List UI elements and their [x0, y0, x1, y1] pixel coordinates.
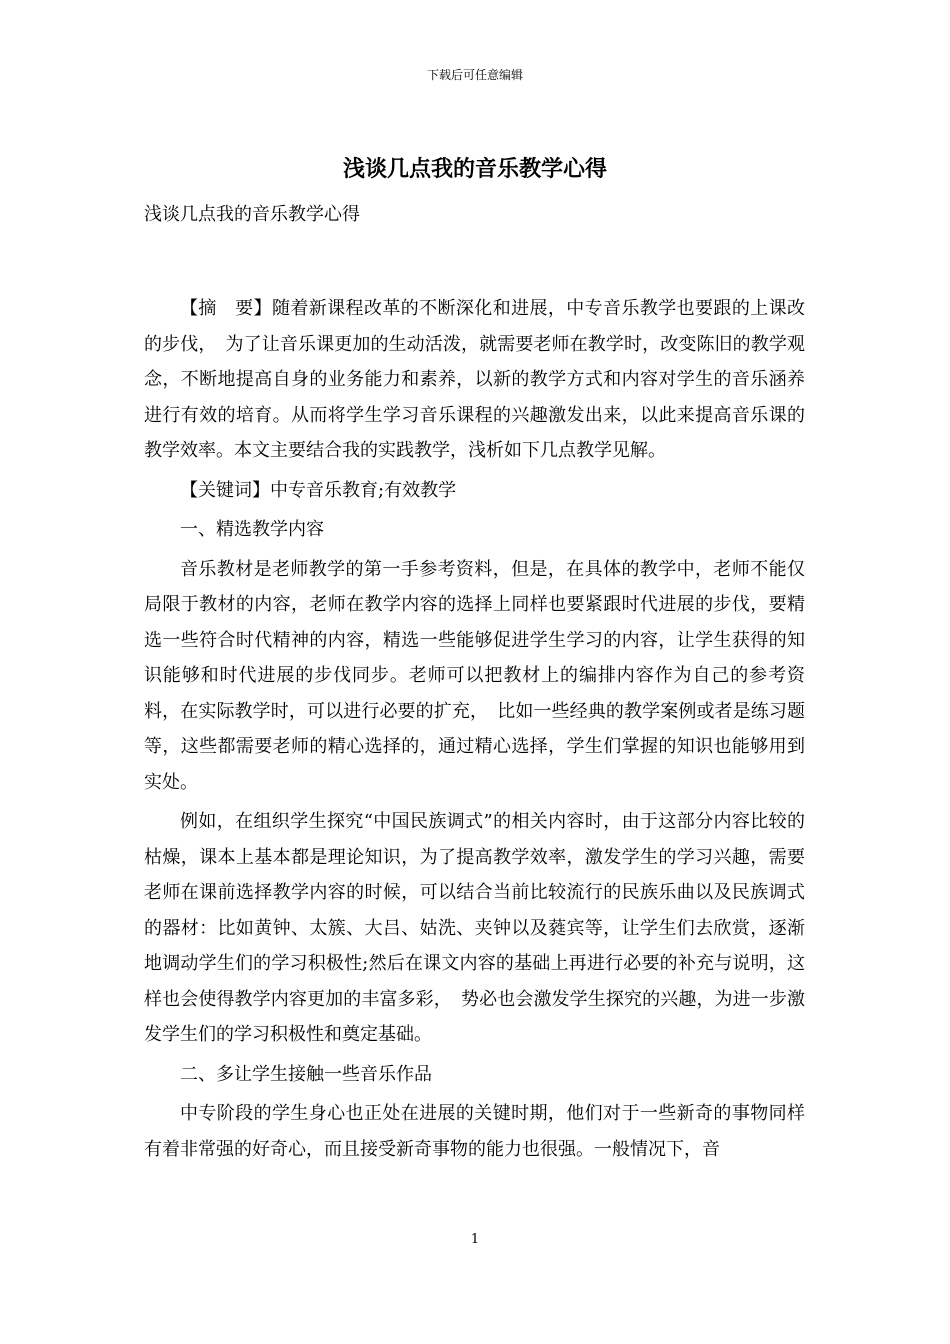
abstract-paragraph: 【摘 要】随着新课程改革的不断深化和进展，中专音乐教学也要跟的上课改的步伐， 为了让音乐课更加的生动活泼，就需要老师在教学时，改变陈旧的教学观念，不断地提高自身的业务能力和素养，以新的教学方式和内容对学生的音乐涵养进行有效的培育。从而将学生学习音乐课程的兴趣激发出来，以此来提高音乐课的教学效率。本文主要结合我的实践教学，浅析如下几点教学见解。	[144, 298, 805, 461]
section-2-paragraph-1: 中专阶段的学生身心也正处在进展的关键时期，他们对于一些新奇的事物同样有着非常强的好奇心，而且接受新奇事物的能力也很强。一般情况下，音	[144, 1103, 805, 1160]
page-header-note: 下载后可任意编辑	[426, 68, 523, 82]
document-title: 浅谈几点我的音乐教学心得	[342, 157, 607, 182]
section-heading-2: 二、多让学生接触一些音乐作品	[180, 1063, 432, 1085]
section-1-paragraph-1: 音乐教材是老师教学的第一手参考资料，但是，在具体的教学中，老师不能仅局限于教材的内容，老师在教学内容的选择上同样也要紧跟时代进展的步伐，要精选一些符合时代精神的内容，精选一些能够促进学生学习的内容，让学生获得的知识能够和时代进展的步伐同步。老师可以把教材上的编排内容作为自己的参考资料，在实际教学时，可以进行必要的扩充， 比如一些经典的教学案例或者是练习题等，这些都需要老师的精心选择的，通过精心选择，学生们掌握的知识也能够用到实处。	[144, 558, 805, 793]
blank-line	[144, 233, 805, 291]
document-body	[144, 197, 805, 1171]
section-heading-1: 一、精选教学内容	[180, 519, 324, 540]
section-1-paragraph-2: 例如，在组织学生探究“中国民族调式”的相关内容时，由于这部分内容比较的枯燥，课本上基本都是理论知识，为了提高教学效率，激发学生的学习兴趣，需要老师在课前选择教学内容的时候，可以结合当前比较流行的民族乐曲以及民族调式的器材：比如黄钟、太簇、大吕、姑洗、夹钟以及蕤宾等，让学生们去欣赏，逐渐地调动学生们的学习积极性;然后在课文内容的基础上再进行必要的补充与说明，这样也会使得教学内容更加的丰富多彩， 势必也会激发学生探究的兴趣，为进一步激发学生们的学习积极性和奠定基础。	[144, 811, 805, 1045]
keywords-line: 【关键词】中专音乐教育;有效教学	[180, 479, 457, 501]
document-subtitle: 浅谈几点我的音乐教学心得	[144, 204, 360, 225]
page-number: 1	[470, 1232, 480, 1247]
